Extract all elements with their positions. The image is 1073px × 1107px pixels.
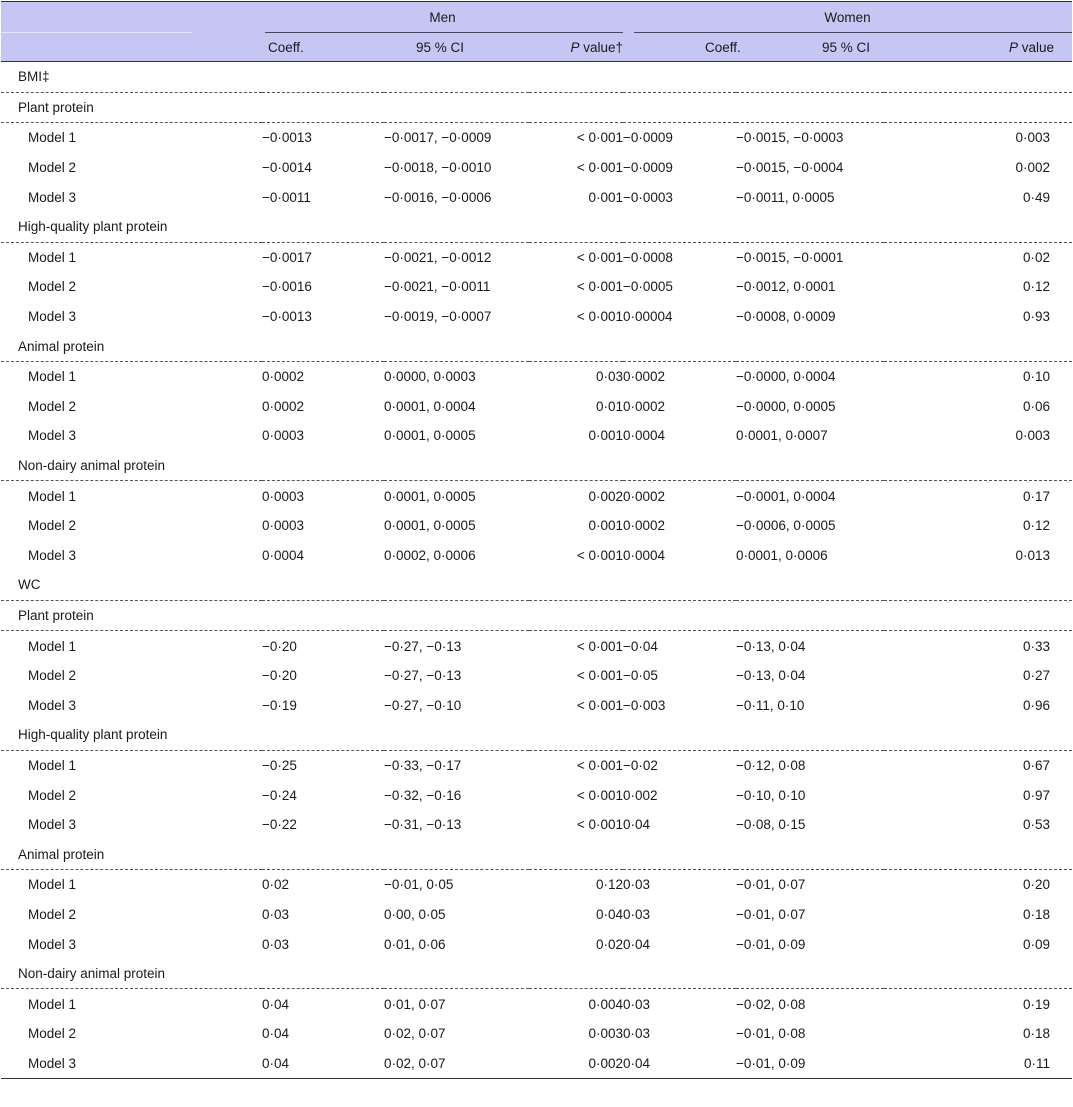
section-row <box>1 212 1072 242</box>
men-ci-header: 95 % CI <box>384 33 529 62</box>
men-p-cell: 0·001 <box>588 428 624 444</box>
men-ci-cell: −0·0021, −0·0011 <box>384 279 491 295</box>
men-coef-cell: 0·03 <box>262 936 290 952</box>
men-coef-cell: −0·0013 <box>262 309 312 325</box>
women-p-cell: 0·93 <box>1023 309 1051 325</box>
section-label: WC <box>1 570 1072 600</box>
men-coef-cell: −0·0013 <box>262 130 312 146</box>
section-label: Animal protein <box>1 331 1072 361</box>
men-p-cell: 0·001 <box>588 518 624 534</box>
women-p-cell: 0·33 <box>1023 638 1051 654</box>
table-body <box>1 62 1072 1079</box>
men-p-cell: 0·12 <box>595 877 624 893</box>
men-ci-cell: −0·27, −0·10 <box>384 697 462 713</box>
women-ci-cell: −0·0015, −0·0004 <box>736 160 844 176</box>
men-p-cell: 0·01 <box>595 398 624 414</box>
women-p-cell: 0·002 <box>1015 160 1051 176</box>
men-p-cell: < 0·001 <box>576 309 624 325</box>
women-p-label: value <box>1018 39 1055 55</box>
men-ci-cell: −0·0019, −0·0007 <box>384 309 492 325</box>
section-label: High-quality plant protein <box>1 212 1072 242</box>
women-p-cell: 0·06 <box>1023 398 1051 414</box>
women-p-cell: 0·11 <box>884 1049 1072 1079</box>
model-label: Model 2 <box>28 906 77 922</box>
men-coef-cell: 0·03 <box>262 906 290 922</box>
men-p-cell: < 0·001 <box>576 160 624 176</box>
men-p-label: value† <box>579 39 624 55</box>
section-label: Plant protein <box>1 92 1072 123</box>
women-ci-cell: 0·0001, 0·0007 <box>736 428 828 444</box>
women-p-cell: 0·96 <box>1023 697 1051 713</box>
women-p-cell: 0·12 <box>1023 518 1051 534</box>
women-ci-cell: −0·08, 0·15 <box>736 817 806 833</box>
women-coef-cell: −0·0003 <box>623 189 673 205</box>
table-row <box>1 631 1072 661</box>
stub-header-cell <box>1 2 262 34</box>
section-label: Plant protein <box>1 600 1072 631</box>
women-coef-cell: 0·03 <box>623 1026 651 1042</box>
model-label: Model 2 <box>28 1026 77 1042</box>
men-ci-cell: −0·27, −0·13 <box>384 668 462 684</box>
women-ci-cell: −0·0001, 0·0004 <box>736 488 836 504</box>
men-ci-cell: −0·27, −0·13 <box>384 638 462 654</box>
men-ci-cell: 0·0001, 0·0004 <box>384 398 476 414</box>
men-p-cell: 0·003 <box>588 1026 624 1042</box>
women-ci-cell: −0·0015, −0·0001 <box>736 249 844 265</box>
model-label: Model 2 <box>28 518 77 534</box>
women-ci-cell: −0·0012, 0·0001 <box>736 279 836 295</box>
men-ci-cell: 0·02, 0·07 <box>384 1049 529 1079</box>
men-coef-cell: 0·0002 <box>262 398 305 414</box>
men-ci-cell: −0·0018, −0·0010 <box>384 160 492 176</box>
men-coef-cell: 0·0004 <box>262 547 305 563</box>
men-p-cell: < 0·001 <box>576 249 624 265</box>
model-label: Model 2 <box>28 668 77 684</box>
section-row <box>1 600 1072 631</box>
header-column-row <box>1 33 1072 62</box>
model-label: Model 3 <box>1 1049 262 1079</box>
model-label: Model 2 <box>28 279 77 295</box>
men-coef-header: Coeff. <box>262 33 384 62</box>
women-ci-cell: −0·0000, 0·0005 <box>736 398 836 414</box>
men-ci-cell: 0·0001, 0·0005 <box>384 428 476 444</box>
model-label: Model 3 <box>28 547 77 563</box>
section-label: Animal protein <box>1 839 1072 869</box>
women-ci-cell: −0·0015, −0·0003 <box>736 130 844 146</box>
table-row <box>1 661 1072 691</box>
men-p-cell: < 0·001 <box>576 697 624 713</box>
men-p-cell: < 0·001 <box>576 817 624 833</box>
men-coef-cell: −0·24 <box>262 787 297 803</box>
women-coef-cell: 0·04 <box>623 817 651 833</box>
men-coef-cell: −0·22 <box>262 817 297 833</box>
model-label: Model 3 <box>28 817 77 833</box>
women-p-cell: 0·09 <box>1023 936 1051 952</box>
table-row <box>1 302 1072 332</box>
men-ci-cell: 0·01, 0·07 <box>384 996 446 1012</box>
women-p-cell: 0·67 <box>1023 757 1051 773</box>
women-ci-cell: −0·02, 0·08 <box>736 996 806 1012</box>
women-ci-cell: −0·0011, 0·0005 <box>736 189 835 205</box>
women-coef-cell: −0·003 <box>623 697 666 713</box>
table-row <box>1 929 1072 959</box>
section-row <box>1 720 1072 750</box>
men-p-cell: < 0·001 <box>576 787 624 803</box>
section-row <box>1 92 1072 123</box>
women-coef-cell: 0·04 <box>623 1049 736 1079</box>
table-row <box>1 1049 1072 1079</box>
men-ci-cell: −0·32, −0·16 <box>384 787 462 803</box>
women-p-cell: 0·53 <box>1023 817 1051 833</box>
model-label: Model 1 <box>28 996 77 1012</box>
men-coef-cell: 0·02 <box>262 877 290 893</box>
men-p-cell: 0·03 <box>595 369 624 385</box>
women-ci-cell: 0·0001, 0·0006 <box>736 547 828 563</box>
women-p-symbol: P <box>1008 39 1018 55</box>
women-p-cell: 0·12 <box>1023 279 1051 295</box>
model-label: Model 3 <box>28 309 77 325</box>
men-ci-cell: −0·01, 0·05 <box>384 877 454 893</box>
men-coef-cell: 0·0003 <box>262 518 305 534</box>
men-ci-cell: −0·0021, −0·0012 <box>384 249 492 265</box>
women-ci-cell: −0·13, 0·04 <box>736 668 806 684</box>
men-coef-cell: −0·20 <box>262 638 297 654</box>
table-row <box>1 272 1072 302</box>
men-ci-cell: −0·33, −0·17 <box>384 757 462 773</box>
table-row <box>1 511 1072 541</box>
table-row <box>1 900 1072 930</box>
table-row <box>1 780 1072 810</box>
men-p-cell: 0·04 <box>595 906 624 922</box>
table-row <box>1 182 1072 212</box>
women-ci-cell: −0·01, 0·09 <box>736 936 806 952</box>
women-ci-cell: −0·0000, 0·0004 <box>736 369 836 385</box>
women-coef-header: Coeff. <box>623 33 736 62</box>
men-p-cell: 0·001 <box>588 189 624 205</box>
women-p-cell: 0·10 <box>1023 369 1051 385</box>
women-p-cell: 0·27 <box>1023 668 1051 684</box>
table-row <box>1 153 1072 183</box>
men-ci-cell: −0·0017, −0·0009 <box>384 130 492 146</box>
section-row <box>1 839 1072 869</box>
men-ci-cell: −0·0016, −0·0006 <box>384 189 492 205</box>
model-label: Model 2 <box>28 160 77 176</box>
men-p-cell: < 0·001 <box>576 547 624 563</box>
men-coef-cell: 0·04 <box>262 1049 384 1079</box>
women-ci-cell: −0·13, 0·04 <box>736 638 806 654</box>
men-coef-cell: −0·0016 <box>262 279 312 295</box>
women-p-cell: 0·17 <box>1023 488 1051 504</box>
women-coef-cell: 0·03 <box>623 877 651 893</box>
model-label: Model 3 <box>28 189 77 205</box>
model-label: Model 1 <box>28 488 77 504</box>
section-row <box>1 62 1072 93</box>
women-ci-cell: −0·01, 0·07 <box>736 906 806 922</box>
men-p-cell: < 0·001 <box>576 279 624 295</box>
model-label: Model 3 <box>28 697 77 713</box>
women-coef-cell: −0·0009 <box>623 130 673 146</box>
model-label: Model 1 <box>28 757 77 773</box>
table-header <box>1 2 1072 62</box>
table-row <box>1 242 1072 272</box>
women-ci-cell: −0·10, 0·10 <box>736 787 806 803</box>
table-row <box>1 750 1072 780</box>
table-row <box>1 989 1072 1019</box>
men-ci-cell: 0·0001, 0·0005 <box>384 518 476 534</box>
header-group-row <box>1 2 1072 34</box>
men-p-cell: 0·002 <box>588 488 624 504</box>
women-coef-cell: 0·0002 <box>623 518 666 534</box>
women-ci-cell: −0·0006, 0·0005 <box>736 518 836 534</box>
table-row <box>1 481 1072 511</box>
women-coef-cell: −0·0005 <box>623 279 673 295</box>
section-label: High-quality plant protein <box>1 720 1072 750</box>
table-row <box>1 690 1072 720</box>
model-label: Model 3 <box>28 428 77 444</box>
men-p-header <box>529 33 623 62</box>
women-ci-header: 95 % CI <box>736 33 884 62</box>
men-coef-cell: −0·0017 <box>262 249 312 265</box>
men-coef-cell: −0·20 <box>262 668 297 684</box>
men-p-cell: 0·004 <box>588 996 624 1012</box>
women-coef-cell: 0·0002 <box>623 488 666 504</box>
section-row <box>1 331 1072 361</box>
model-label: Model 2 <box>28 398 77 414</box>
men-p-cell: < 0·001 <box>576 668 624 684</box>
women-p-cell: 0·003 <box>1015 428 1051 444</box>
men-coef-cell: 0·04 <box>262 1026 290 1042</box>
women-ci-cell: −0·01, 0·07 <box>736 877 806 893</box>
section-label: BMI‡ <box>1 62 1072 93</box>
men-ci-cell: 0·02, 0·07 <box>384 1026 446 1042</box>
men-coef-cell: 0·0003 <box>262 428 305 444</box>
men-coef-cell: −0·0014 <box>262 160 312 176</box>
model-label: Model 1 <box>28 249 77 265</box>
women-coef-cell: 0·0004 <box>623 547 666 563</box>
women-p-cell: 0·20 <box>1023 877 1051 893</box>
men-coef-cell: 0·0003 <box>262 488 305 504</box>
women-p-cell: 0·003 <box>1015 130 1051 146</box>
men-p-symbol: P <box>570 39 580 55</box>
table-row <box>1 1019 1072 1049</box>
men-p-cell: < 0·001 <box>576 130 624 146</box>
women-coef-cell: −0·0008 <box>623 249 673 265</box>
section-row <box>1 451 1072 481</box>
table-row <box>1 810 1072 840</box>
table-row <box>1 361 1072 391</box>
table-row <box>1 421 1072 451</box>
women-p-cell: 0·18 <box>1023 1026 1051 1042</box>
results-table <box>1 1 1072 1079</box>
men-ci-cell: 0·0001, 0·0005 <box>384 488 476 504</box>
women-coef-cell: 0·002 <box>623 787 658 803</box>
women-p-cell: 0·49 <box>1023 189 1051 205</box>
men-ci-cell: 0·0000, 0·0003 <box>384 369 476 385</box>
men-ci-cell: 0·01, 0·06 <box>384 936 446 952</box>
section-label: Non-dairy animal protein <box>1 959 1072 989</box>
table-row <box>1 392 1072 422</box>
stub-subheader-cell <box>1 33 262 62</box>
women-p-cell: 0·02 <box>1023 249 1051 265</box>
men-p-cell: < 0·001 <box>576 638 624 654</box>
section-row <box>1 570 1072 600</box>
women-p-cell: 0·97 <box>1023 787 1051 803</box>
men-p-cell: 0·002 <box>529 1049 623 1079</box>
women-group-header: Women <box>623 2 1072 34</box>
model-label: Model 1 <box>28 877 77 893</box>
men-ci-cell: 0·00, 0·05 <box>384 906 446 922</box>
women-coef-cell: 0·04 <box>623 936 651 952</box>
women-coef-cell: 0·0004 <box>623 428 666 444</box>
women-coef-cell: −0·0009 <box>623 160 673 176</box>
section-row <box>1 959 1072 989</box>
men-ci-cell: −0·31, −0·13 <box>384 817 462 833</box>
women-coef-cell: 0·03 <box>623 996 651 1012</box>
section-label: Non-dairy animal protein <box>1 451 1072 481</box>
women-coef-cell: 0·0002 <box>623 398 666 414</box>
model-label: Model 1 <box>28 369 77 385</box>
women-p-cell: 0·013 <box>1015 547 1051 563</box>
model-label: Model 1 <box>28 638 77 654</box>
women-p-cell: 0·18 <box>1023 906 1051 922</box>
men-coef-cell: −0·25 <box>262 757 297 773</box>
women-p-cell: 0·19 <box>1023 996 1051 1012</box>
model-label: Model 2 <box>28 787 77 803</box>
women-ci-cell: −0·12, 0·08 <box>736 757 806 773</box>
women-ci-cell: −0·11, 0·10 <box>736 697 805 713</box>
men-ci-cell: 0·0002, 0·0006 <box>384 547 476 563</box>
women-coef-cell: −0·02 <box>623 757 658 773</box>
table-row <box>1 123 1072 153</box>
men-coef-cell: −0·0011 <box>262 189 311 205</box>
men-coef-cell: −0·19 <box>262 697 297 713</box>
women-coef-cell: 0·03 <box>623 906 651 922</box>
model-label: Model 3 <box>28 936 77 952</box>
women-coef-cell: 0·0002 <box>623 369 666 385</box>
men-group-header: Men <box>262 2 623 34</box>
women-coef-cell: 0·00004 <box>623 309 673 325</box>
women-ci-cell: −0·01, 0·08 <box>736 1026 806 1042</box>
table-row <box>1 541 1072 571</box>
men-p-cell: 0·02 <box>595 936 624 952</box>
men-coef-cell: 0·04 <box>262 996 290 1012</box>
model-label: Model 1 <box>28 130 77 146</box>
men-coef-cell: 0·0002 <box>262 369 305 385</box>
women-coef-cell: −0·05 <box>623 668 658 684</box>
men-p-cell: < 0·001 <box>576 757 624 773</box>
women-p-header <box>884 33 1072 62</box>
table-row <box>1 870 1072 900</box>
women-coef-cell: −0·04 <box>623 638 658 654</box>
women-ci-cell: −0·0008, 0·0009 <box>736 309 836 325</box>
women-ci-cell: −0·01, 0·09 <box>736 1049 884 1079</box>
